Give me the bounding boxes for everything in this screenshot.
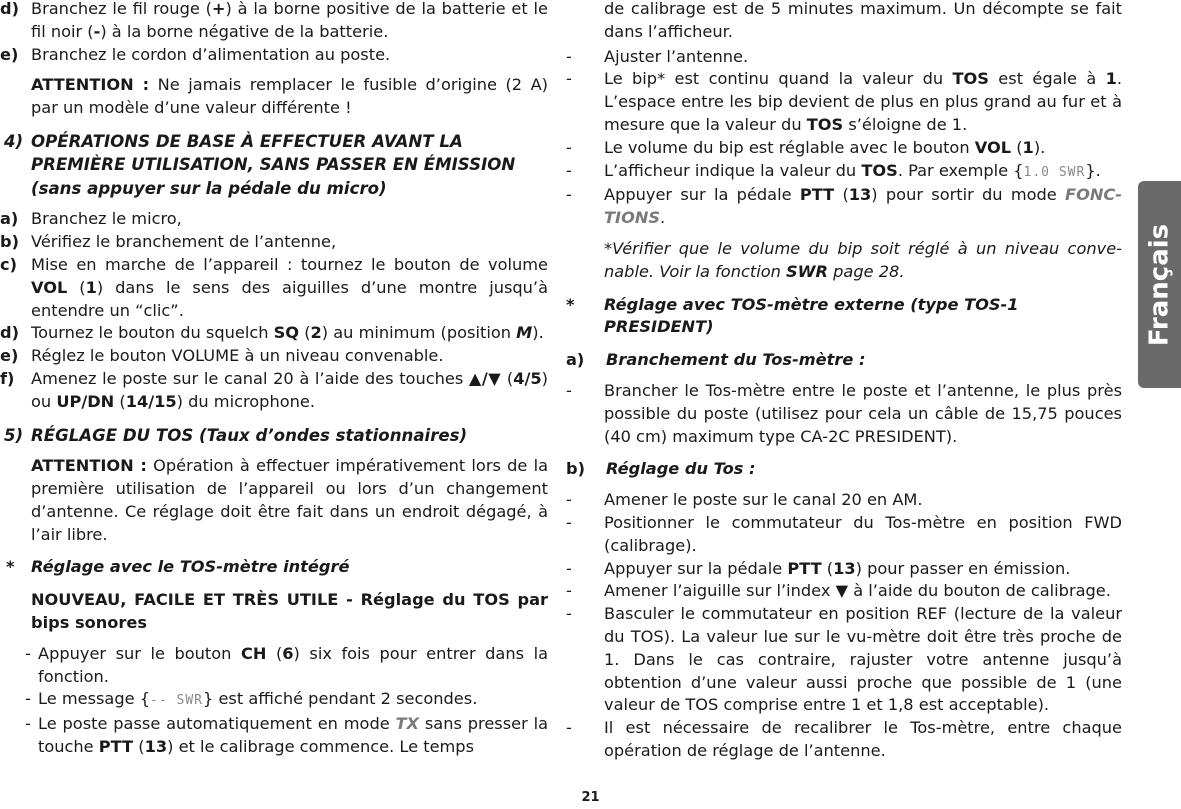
step-d-squelch: d) Tournez le bouton du squelch SQ (2) au minimum (position M).	[0, 323, 544, 343]
section-5-heading: 5) RÉGLAGE DU TOS (Taux d’ondes stationnaires)	[4, 425, 468, 445]
left-column	[0, 0, 548, 759]
step-marker: e)	[0, 44, 19, 64]
attention-fuse: ATTENTION : Ne jamais remplacer le fusible d’origine (2 A) par un modèle d’une valeur différente !	[31, 75, 548, 118]
step-e-power-cord: e) Branchez le cordon d’alimentation au poste.	[0, 44, 548, 67]
list-item: - Basculer le commutateur en position REF (lecture de la valeur du TOS). La valeur lue sur le vu-mètre doit être très proche de 1. Dans le cas contraire, rajuster votre antenne jusqu’à obtention d’une valeur aussi proche que possible de 1 (une valeur de TOS comprise entre 1 et 1,8 est acceptable).	[566, 604, 1122, 715]
step-c-power-on: c) Mise en marche de l’appareil : tournez le bouton de volume VOL (1) dans le sens des aiguilles d’une montre jusqu’à entendre un “clic”.	[0, 255, 548, 320]
calibration-continued: de calibrage est de 5 minutes maximum. Un décompte se fait dans l’afficheur.	[604, 0, 1122, 41]
page-number: 21	[581, 790, 600, 805]
list-item: - Ajuster l’antenne.	[566, 46, 749, 66]
beeps-feature-heading: NOUVEAU, FACILE ET TRÈS UTILE - Réglage du TOS par bips sonores	[31, 590, 548, 632]
list-item: - Amener le poste sur le canal 20 en AM.	[566, 490, 923, 510]
attention-tos: ATTENTION : Opération à effectuer impérativement lors de la première utilisation de l’appareil ou lors d’un changement d’antenne. Ce réglage doit être fait dans un endroit dégagé, à l’air libre.	[31, 456, 548, 544]
list-item: - Le volume du bip est réglable avec le bouton VOL (1).	[566, 137, 1046, 157]
list-item: - Brancher le Tos-mètre entre le poste et l’antenne, le plus près possible du poste (utilisez pour cela un câble de 15,75 pouces (40 cm) maximum type CA-2C PRESIDENT).	[566, 380, 1122, 446]
external-tos-heading: * Réglage avec TOS-mètre externe (type TOS-1 PRESIDENT)	[566, 294, 1019, 337]
language-tab-label: Français	[1144, 223, 1175, 346]
list-item: - Appuyer sur la pédale PTT (13) pour passer en émission.	[566, 558, 1071, 578]
step-b-antenna: b) Vérifiez le branchement de l’antenne,	[0, 232, 337, 252]
list-item: - Il est nécessaire de recalibrer le Tos-mètre, entre chaque opération de réglage de l’antenne.	[566, 718, 1122, 760]
integrated-tos-heading: * Réglage avec le TOS-mètre intégré	[6, 557, 350, 577]
lcd-swr-display: 1.0 SWR	[1023, 164, 1086, 180]
section-4-heading: 4) OPÉRATIONS DE BASE À EFFECTUER AVANT LA PREMIÈRE UTILISATION, SANS PASSER EN ÉMISSION (sans appuyer sur la pédale du micro)	[4, 131, 516, 198]
tos-adjustment-heading: b) Réglage du Tos :	[566, 459, 756, 479]
step-marker: d)	[0, 0, 19, 18]
list-item: - Positionner le commutateur du Tos-mètre en position FWD (calibrage).	[566, 512, 1122, 555]
list-item: - Appuyer sur la pédale PTT (13) pour sortir du mode FONCTIONS.	[566, 185, 1122, 228]
list-item: - Le message {-- SWR} est affiché pendant 2 secondes.	[25, 689, 478, 709]
step-e-volume: e) Réglez le bouton VOLUME à un niveau convenable.	[0, 346, 444, 366]
lcd-swr-display: -- SWR	[150, 693, 204, 709]
tos-connection-heading: a) Branchement du Tos-mètre :	[566, 350, 866, 370]
step-f-channel: f) Amenez le poste sur le canal 20 à l’aide des touches ▲/▼ (4/5) ou UP/DN (14/15) du microphone.	[0, 369, 548, 411]
beep-volume-note: *Vérifier que le volume du bip soit réglé à un niveau convenable. Voir la fonction SWR page 28.	[604, 238, 1122, 281]
index-arrow-icon: ▼	[835, 581, 849, 601]
list-item: - Appuyer sur le bouton CH (6) six fois pour entrer dans la fonction.	[25, 643, 548, 686]
list-item: - Le bip* est continu quand la valeur du TOS est égale à 1. L’espace entre les bip devient de plus en plus grand au fur et à mesure que la valeur du TOS s’éloigne de 1.	[566, 69, 1122, 134]
step-d-battery: d) Branchez le fil rouge (+) à la borne positive de la batterie et le fil noir (-) à la borne négative de la batterie.	[0, 0, 548, 41]
language-tab	[1138, 181, 1181, 388]
list-item: - Amener l’aiguille sur l’index ▼ à l’aide du bouton de calibrage.	[566, 581, 1111, 601]
right-column	[566, 0, 1122, 763]
step-a-micro: a) Branchez le micro,	[0, 209, 182, 229]
list-item: - Le poste passe automatiquement en mode TX sans presser la touche PTT (13) et le calibrage commence. Le temps	[25, 714, 549, 756]
list-item: - L’afficheur indique la valeur du TOS. Par exemple {1.0 SWR}.	[566, 160, 1101, 180]
